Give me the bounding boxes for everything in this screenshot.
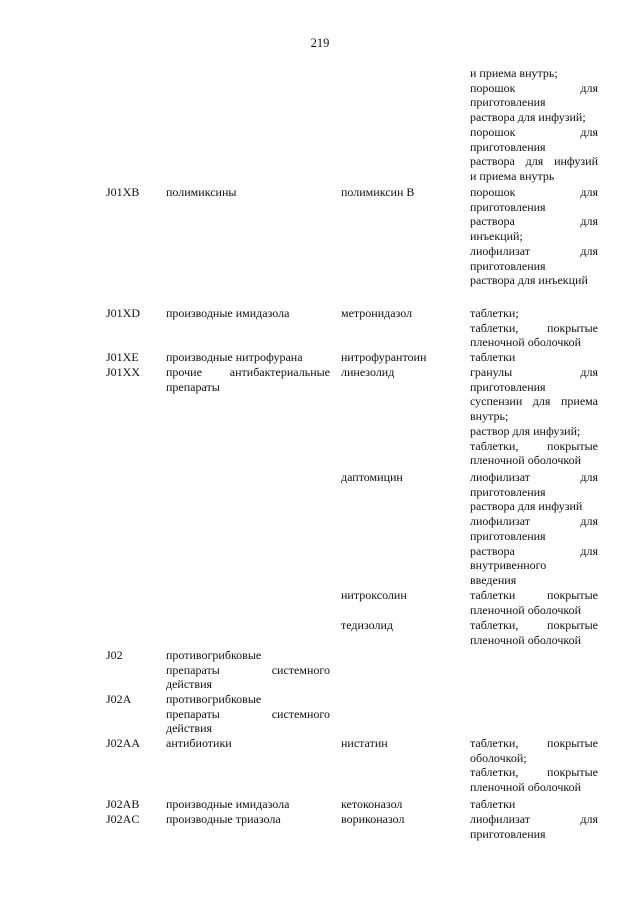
dosage-form-line: оболочкой;	[470, 750, 527, 765]
group-name-line: полимиксины	[166, 185, 237, 199]
dosage-form-line: пленочной оболочкой	[470, 632, 582, 647]
dosage-form-line: приготовления	[470, 95, 546, 110]
group-name-line: действия	[166, 721, 213, 736]
dosage-forms	[470, 618, 598, 647]
dosage-form-line: порошок для	[470, 80, 598, 95]
drug-name: даптомицин	[341, 470, 403, 484]
dosage-forms	[470, 736, 598, 795]
dosage-form-line: приготовления	[470, 528, 546, 543]
dosage-form-line: порошок для	[470, 185, 598, 199]
dosage-form-line: лиофилизат для	[470, 514, 598, 529]
group-name-line: антибиотики	[166, 736, 232, 750]
group-name	[166, 797, 330, 812]
dosage-form-line: таблетки	[470, 350, 516, 364]
dosage-form-line: лиофилизат для	[470, 470, 598, 484]
group-name	[166, 736, 330, 751]
group-name	[166, 306, 330, 321]
dosage-form-line: внутривенного	[470, 558, 547, 573]
group-name-line: препараты системного	[166, 662, 330, 677]
dosage-form-line: внутрь;	[470, 409, 509, 424]
dosage-form-line: пленочной оболочкой	[470, 335, 582, 350]
dosage-form-line: таблетки покрытые	[470, 588, 598, 602]
dosage-form-line: таблетки;	[470, 306, 519, 320]
dosage-form-line: порошок для	[470, 124, 598, 139]
dosage-form-line: приготовления	[470, 826, 546, 841]
dosage-forms	[470, 185, 598, 288]
dosage-forms	[470, 812, 598, 841]
dosage-form-line: таблетки	[470, 797, 516, 811]
atc-code: J01XB	[106, 185, 140, 199]
dosage-forms	[470, 470, 598, 588]
page-number: 219	[310, 36, 330, 50]
drug-name: кетоконазол	[341, 797, 403, 811]
dosage-forms	[470, 365, 598, 468]
dosage-form-line: приготовления	[470, 379, 546, 394]
group-name	[166, 692, 330, 736]
dosage-form-line: раствора для инфузий	[470, 154, 598, 169]
atc-code: J01XX	[106, 365, 141, 379]
group-name-line: препараты системного	[166, 706, 330, 721]
dosage-form-line: таблетки, покрытые	[470, 320, 598, 335]
drug-name: линезолид	[341, 365, 395, 379]
dosage-forms	[470, 588, 598, 617]
dosage-form-line: гранулы для	[470, 365, 598, 379]
drug-name: нистатин	[341, 736, 388, 750]
dosage-form-line: приготовления	[470, 139, 546, 154]
dosage-form-line: раствора для инфузий;	[470, 110, 586, 125]
dosage-form-line: таблетки, покрытые	[470, 438, 598, 453]
dosage-forms	[470, 306, 598, 350]
group-name-line: прочие антибактериальные	[166, 365, 330, 379]
dosage-form-line: раствора для инъекций	[470, 273, 588, 288]
group-name	[166, 812, 330, 827]
drug-name: тедизолид	[341, 618, 393, 632]
dosage-forms	[470, 66, 598, 184]
dosage-form-line: приготовления	[470, 484, 546, 499]
group-name-line: противогрибковые	[166, 692, 262, 706]
dosage-form-line: пленочной оболочкой	[470, 453, 582, 468]
dosage-form-line: лиофилизат для	[470, 812, 598, 826]
group-name-line: противогрибковые	[166, 648, 262, 662]
drug-name: метронидазол	[341, 306, 413, 320]
atc-code: J02AB	[106, 797, 140, 811]
dosage-form-line: таблетки, покрытые	[470, 765, 598, 780]
group-name	[166, 648, 330, 692]
dosage-form-line: раствора для инфузий	[470, 499, 583, 514]
group-name-line: производные нитрофурана	[166, 350, 303, 364]
atc-code: J02AA	[106, 736, 141, 750]
group-name	[166, 365, 330, 394]
atc-code: J02A	[106, 692, 132, 706]
atc-code: J02	[106, 648, 123, 662]
dosage-form-line: и приема внутрь	[470, 168, 555, 183]
dosage-forms	[470, 350, 598, 365]
atc-code: J01XD	[106, 306, 141, 320]
group-name-line: производные триазола	[166, 812, 281, 826]
group-name-line: действия	[166, 677, 213, 692]
drug-name: нитрофурантоин	[341, 350, 427, 364]
drug-name: полимиксин B	[341, 185, 415, 199]
group-name-line: производные имидазола	[166, 306, 290, 320]
group-name	[166, 350, 330, 365]
dosage-form-line: введения	[470, 572, 517, 587]
atc-code: J02AC	[106, 812, 140, 826]
dosage-form-line: пленочной оболочкой	[470, 602, 582, 617]
dosage-form-line: пленочной оболочкой	[470, 780, 582, 795]
dosage-form-line: раствора для	[470, 214, 598, 229]
dosage-forms	[470, 797, 598, 812]
dosage-form-line: приготовления	[470, 258, 546, 273]
dosage-form-line: и приема внутрь;	[470, 66, 558, 80]
dosage-form-line: раствора для	[470, 543, 598, 558]
dosage-form-line: таблетки, покрытые	[470, 736, 598, 750]
drug-name: вориконазол	[341, 812, 405, 826]
dosage-form-line: инъекций;	[470, 229, 523, 244]
dosage-form-line: раствор для инфузий;	[470, 423, 581, 438]
dosage-form-line: таблетки, покрытые	[470, 618, 598, 632]
group-name	[166, 185, 330, 200]
atc-code: J01XE	[106, 350, 139, 364]
group-name-line: производные имидазола	[166, 797, 290, 811]
dosage-form-line: суспензии для приема	[470, 394, 598, 409]
dosage-form-line: лиофилизат для	[470, 243, 598, 258]
drug-name: нитроксолин	[341, 588, 407, 602]
dosage-form-line: приготовления	[470, 199, 546, 214]
group-name-line: препараты	[166, 379, 220, 394]
